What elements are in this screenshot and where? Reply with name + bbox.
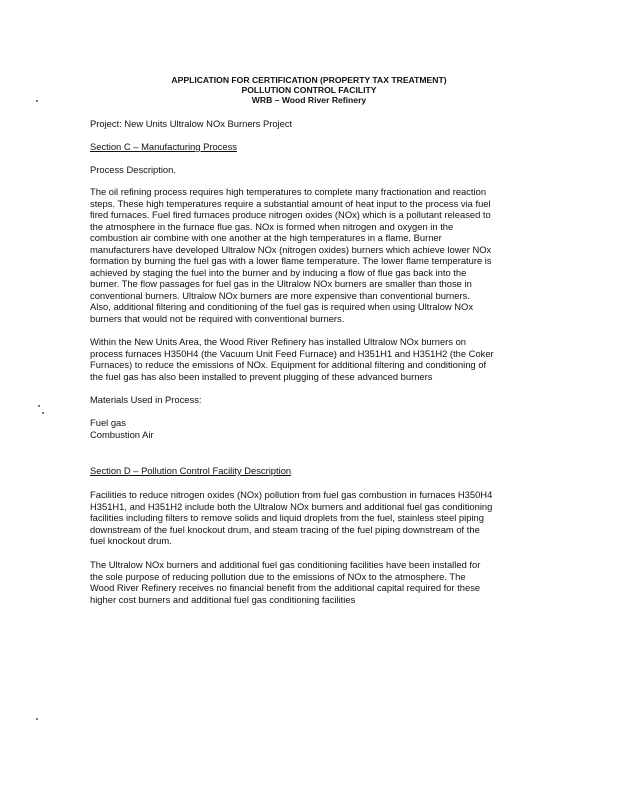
scan-speck [36, 718, 38, 720]
text-line: The oil refining process requires high temperatures to complete many fractionation and reaction [90, 186, 487, 197]
text-line: H351H1, and H351H2 include both the Ultralow NOx burners and additional fuel gas conditioning [90, 500, 493, 512]
process-description-label: Process Description. [90, 164, 176, 175]
text-line: higher cost burners and additional fuel gas conditioning facilities [90, 593, 356, 605]
text-line: Facilities to reduce nitrogen oxides (NOx) pollution from fuel gas combustion in furnaces H350H4 [90, 489, 493, 500]
text-line: the atmosphere in the furnace flue gas. NOx is formed when nitrogen and oxygen in the [90, 220, 454, 232]
text-line: process furnaces H350H4 (the Vacuum Unit Feed Furnace) and H351H1 and H351H2 (the Coker [90, 347, 494, 359]
text-line: burners that would not be required with conventional burners. [90, 312, 345, 324]
text-line: Wood River Refinery receives no financial benefit from the additional capital required for these [90, 582, 481, 593]
section-d-paragraph-1 [90, 489, 492, 547]
text-line: downstream of the fuel knockout drum, and steam tracing of the fuel piping downstream of the [90, 523, 480, 535]
text-line: Also, additional filtering and conditioning of the fuel gas is required when using Ultralow NOx [90, 301, 474, 312]
text-line: achieved by staging the fuel into the burner and by inducing a flow of flue gas back into the [90, 266, 467, 278]
section-c-heading: Section C – Manufacturing Process [90, 141, 237, 152]
text-line: steps. These high temperatures require a substantial amount of heat input to the process via fuel [90, 197, 491, 209]
scan-speck [38, 405, 40, 407]
text-line: conventional burners. Ultralow NOx burners are more expensive than conventional burners. [90, 289, 470, 301]
scan-speck [36, 100, 38, 102]
text-line: the sole purpose of reducing pollution due to the emissions of NOx to the atmosphere. The [90, 570, 466, 582]
text-line: Fuel gas [90, 417, 126, 428]
refinery-name: WRB – Wood River Refinery [251, 95, 367, 105]
text-line: the fuel gas has also been installed to prevent plugging of these advanced burners [90, 370, 433, 382]
section-c-paragraph-1 [90, 186, 492, 324]
text-line: Within the New Units Area, the Wood River Refinery has installed Ultralow NOx burners on [90, 336, 467, 347]
text-line: combustion air combine with one another at the high temperatures in a flame. Burner [90, 232, 442, 243]
text-line: fuel knockout drum. [90, 535, 172, 546]
text-line: manufacturers have developed Ultralow NOx (nitrogen oxides) burners which achieve lower NOx [90, 243, 492, 255]
text-line: fired furnaces. Fuel fired furnaces produce nitrogen oxides (NOx) which is a pollutant released to [90, 209, 491, 220]
text-line: burner. The flow passages for fuel gas in the Ultralow NOx burners are smaller than those in [90, 278, 472, 289]
section-d-paragraph-2 [90, 559, 480, 605]
text-line: facilities including filters to remove solids and liquid droplets from the fuel, stainless steel piping [90, 512, 484, 523]
document-subtitle: POLLUTION CONTROL FACILITY [241, 85, 377, 95]
text-line: Furnaces) to reduce the emissions of NOx. Equipment for additional filtering and conditioning of [90, 359, 487, 370]
text-line: The Ultralow NOx burners and additional fuel gas conditioning facilities have been installed for [90, 559, 481, 570]
scan-speck [42, 412, 44, 414]
section-c-paragraph-2 [90, 336, 494, 382]
text-line: formation by burning the fuel gas with a lower flame temperature. The lower flame temperature is [90, 255, 492, 266]
document-title: APPLICATION FOR CERTIFICATION (PROPERTY TAX TREATMENT) [171, 75, 447, 85]
text-line: Combustion Air [90, 428, 154, 440]
project-line: Project: New Units Ultralow NOx Burners Project [90, 118, 293, 129]
materials-list [90, 417, 154, 440]
materials-label: Materials Used in Process: [90, 394, 202, 405]
section-d-heading: Section D – Pollution Control Facility Description [90, 465, 292, 476]
